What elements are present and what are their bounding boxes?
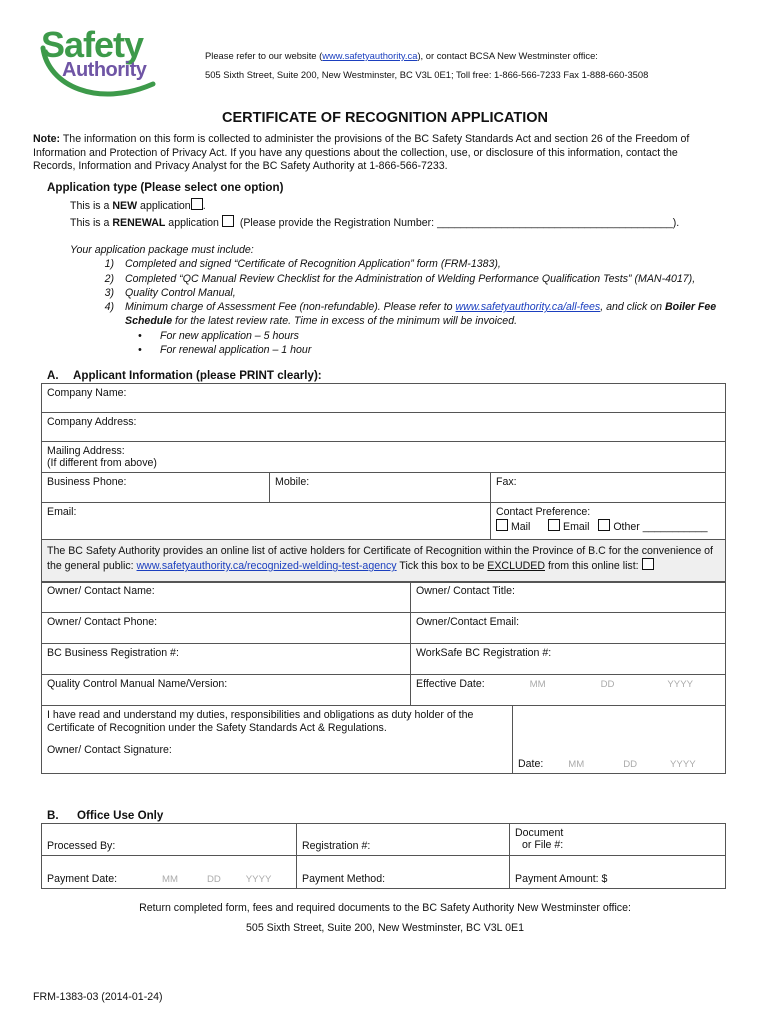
renewal-text: application [165,217,219,229]
notice-text: The BC Safety Authority provides an online list of active holders for Certificate of Recognition within the Province of B.C for the convenience of the general public: [47,545,713,572]
declaration-table [41,706,726,774]
owner-info-table [41,581,726,706]
list-text [70,300,720,329]
field-label: WorkSafe BC Registration #: [416,647,552,659]
privacy-note [33,133,723,174]
new-text: application [137,200,191,212]
section-b-letter: B. [47,809,59,822]
pref-label: Other ___________ [613,521,708,533]
list-text: Completed and signed “Certificate of Recognition Application” form (FRM-1383), [125,258,501,271]
package-requirements [70,243,720,357]
renewal-application-row [70,215,679,229]
field-label: Owner/ Contact Phone: [47,616,158,628]
other-checkbox[interactable] [598,519,610,531]
renewal-bold: RENEWAL [112,217,166,229]
field-label: Mailing Address: [47,445,125,457]
list-text: Quality Control Manual, [125,286,236,299]
owner-title-field[interactable] [411,582,726,613]
fax-field[interactable] [491,473,726,503]
field-label: Document [515,827,564,839]
list-item [70,272,720,286]
field-label: Processed By: [47,840,116,852]
field-label: Registration #: [302,840,371,852]
header-text: Please refer to our website ( [205,50,323,61]
owner-name-field[interactable] [42,582,411,613]
new-text: This is a [70,200,113,212]
renewal-application-checkbox[interactable] [222,215,234,227]
email-field[interactable] [42,503,491,540]
list-number: 2) [104,272,114,285]
payment-method-field[interactable] [297,856,510,889]
new-bold: NEW [112,200,138,212]
field-label: Payment Amount: $ [515,873,608,885]
list-item [70,286,720,300]
field-label: Company Name: [47,387,127,399]
year-placeholder: YYYY [670,758,696,770]
renewal-text: This is a [70,217,113,229]
excluded-underlined: EXCLUDED [487,560,545,572]
header-text: ), or contact BCSA New Westminster office: [417,50,598,61]
return-instructions: Return completed form, fees and required documents to the BC Safety Authority New Westminster office: [139,902,631,914]
recognized-agency-link[interactable]: www.safetyauthority.ca/recognized-welding-test-agency [136,560,397,572]
month-placeholder: MM [529,679,546,690]
list-number: 3) [104,286,114,299]
field-label: Fax: [496,476,517,488]
declaration-text: I have read and understand my duties, responsibilities and obligations as duty holder of the Certificate of Recognition under the Safety Standards Act & Regulations. [47,709,474,734]
boiler-fee-bold: Boiler Fee [664,301,717,314]
payment-date-field[interactable] [42,856,297,889]
day-placeholder: DD [600,679,615,690]
section-b-heading: Office Use Only [77,809,164,822]
fee-text: , and click on [600,301,665,314]
list-text: Completed “QC Manual Review Checklist for the Administration of Welding Performance Qualification Tests” (MAN-4017), [125,272,696,285]
all-fees-link[interactable]: www.safetyauthority.ca/all-fees [455,301,601,314]
notice-text: from this online list: [545,560,639,572]
signature-label[interactable]: Owner/ Contact Signature: [47,744,172,756]
field-label: Email: [47,506,77,518]
field-label: Payment Method: [302,873,386,885]
field-label: Quality Control Manual Name/Version: [47,678,228,690]
email-checkbox[interactable] [548,519,560,531]
notice-text: Tick this box to be [396,560,488,572]
return-address: 505 Sixth Street, Suite 200, New Westminster, BC V3L 0E1 [246,922,524,934]
section-a-heading: Applicant Information (please PRINT clearly): [73,369,322,382]
document-file-field[interactable] [510,824,726,856]
list-item [70,257,720,271]
bullet-renewal-hours: • For renewal application – 1 hour [70,343,720,357]
header-line-2: 505 Sixth Street, Suite 200, New Westminster, BC V3L 0E1; Toll free: 1-866-566-7233 Fax 1-888-660-3508 [205,69,649,80]
bc-registration-field[interactable] [42,644,411,675]
pref-label: Email [563,521,590,533]
bullet-new-hours: • For new application – 5 hours [70,329,720,343]
fee-text: for the latest review rate. Time in excess of the minimum will be invoiced. [172,315,518,328]
form-code: FRM-1383-03 (2014-01-24) [33,991,163,1003]
field-label: Owner/Contact Email: [416,616,520,628]
field-label: Effective Date: [416,678,485,690]
company-address-field[interactable] [42,413,726,442]
day-placeholder: DD [206,874,221,885]
effective-date-field[interactable] [411,675,726,706]
applicant-info-table [41,383,726,583]
exclude-checkbox[interactable] [642,558,654,570]
schedule-bold: Schedule [125,315,173,328]
list-number: 4) [104,301,114,314]
field-label: or File #: [522,839,564,851]
field-note: (If different from above) [47,457,157,469]
contact-preference [491,503,726,540]
signature-date-field[interactable] [513,706,726,773]
list-item [70,300,720,329]
year-placeholder: YYYY [245,874,272,885]
payment-amount-field[interactable] [510,856,726,889]
page-title: CERTIFICATE OF RECOGNITION APPLICATION [222,110,548,126]
day-placeholder: DD [623,758,638,770]
new-application-checkbox[interactable] [191,198,203,210]
header-line-1 [205,50,598,61]
field-label: Contact Preference: [496,506,591,518]
field-label: Owner/ Contact Name: [47,585,155,597]
application-type-heading: Application type (Please select one option) [47,181,284,194]
owner-phone-field[interactable] [42,613,411,644]
field-label: Company Address: [47,416,137,428]
year-placeholder: YYYY [667,679,694,690]
mobile-field[interactable] [270,473,491,503]
month-placeholder: MM [162,874,179,885]
registration-field[interactable] [297,824,510,856]
declaration-cell [42,706,513,773]
month-placeholder: MM [568,758,585,770]
owner-email-field[interactable] [411,613,726,644]
mail-checkbox[interactable] [496,519,508,531]
business-phone-field[interactable] [42,473,270,503]
logo-word-authority: Authority [62,59,147,81]
field-label: Date: [518,757,544,770]
processed-by-field[interactable] [42,824,297,856]
online-list-notice [42,540,726,583]
field-label: Business Phone: [47,476,127,488]
new-application-row: This is a NEW application . [70,200,206,212]
package-intro: Your application package must include: [70,244,254,256]
logo-word-safety: Safety [41,24,144,65]
website-link[interactable]: www.safetyauthority.ca [322,50,418,61]
fee-text: Minimum charge of Assessment Fee (non-refundable). Please refer to [125,301,456,314]
office-use-table [41,823,726,889]
qc-manual-field[interactable] [42,675,411,706]
field-label: BC Business Registration #: [47,647,179,659]
note-label: Note: [33,133,61,145]
list-number: 1) [104,258,114,271]
pref-label: Mail [510,521,531,533]
company-name-field[interactable] [42,384,726,413]
section-a-letter: A. [47,369,59,382]
mailing-address-field[interactable] [42,442,726,473]
registration-number-field[interactable]: (Please provide the Registration Number: ________________________________________). [239,217,680,229]
field-label: Payment Date: [47,873,118,885]
field-label: Mobile: [275,476,310,488]
note-text: The information on this form is collected to administer the provisions of the BC Safety Standards Act and section 26 of the Freedom of Information and Protection of Privacy Act. If you have any questions about the collection, use, or disclosure of this information, contact the Records, Information and Privacy Analyst for the BC Safety Authority at 1-866-566-7233. [33,133,690,172]
field-label: Owner/ Contact Title: [416,585,515,597]
worksafe-registration-field[interactable] [411,644,726,675]
